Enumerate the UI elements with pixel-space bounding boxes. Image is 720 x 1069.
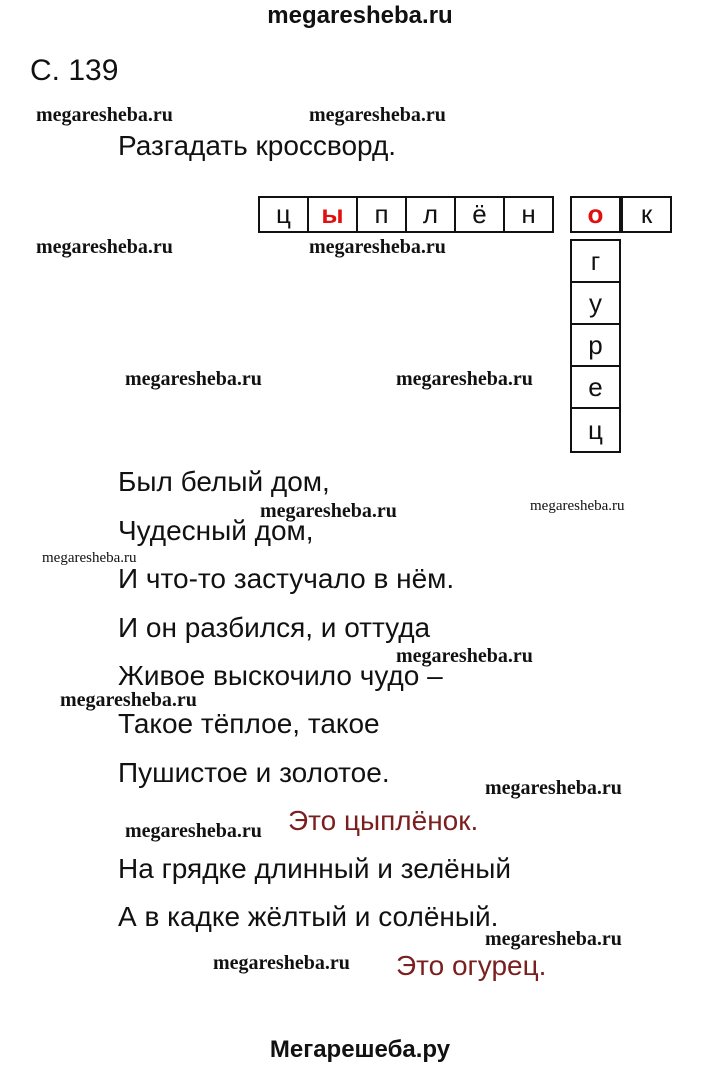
watermark: megaresheba.ru xyxy=(309,104,446,126)
watermark: megaresheba.ru xyxy=(125,820,262,842)
crossword-cell: л xyxy=(405,196,456,233)
watermark: megaresheba.ru xyxy=(309,236,446,258)
riddle-line: Такое тёплое, такое xyxy=(118,708,380,739)
watermark: megaresheba.ru xyxy=(36,104,173,126)
site-header: megaresheba.ru xyxy=(267,2,453,29)
crossword-cell: у xyxy=(570,281,621,325)
watermark: megaresheba.ru xyxy=(213,952,350,974)
riddle-line: А в кадке жёлтый и солёный. xyxy=(118,901,499,932)
site-footer: Мегарешеба.ру xyxy=(269,1036,451,1063)
crossword-cell: г xyxy=(570,239,621,283)
watermark: megaresheba.ru xyxy=(125,368,262,390)
answer-text: Это цыплёнок. xyxy=(288,805,479,836)
riddle-line: Пушистое и золотое. xyxy=(118,757,390,788)
crossword-cell: к xyxy=(621,196,672,233)
task-title: Разгадать кроссворд. xyxy=(118,130,397,161)
watermark: megaresheba.ru xyxy=(485,928,622,950)
watermark: megaresheba.ru xyxy=(485,777,622,799)
riddle-line: Живое выскочило чудо – xyxy=(118,660,443,691)
watermark: megaresheba.ru xyxy=(396,645,533,667)
riddle-line: И он разбился, и оттуда xyxy=(118,612,431,643)
crossword-cell: п xyxy=(356,196,407,233)
crossword-cell: р xyxy=(570,323,621,367)
answer-text: Это огурец. xyxy=(396,950,547,981)
crossword-cell: ц xyxy=(570,407,621,453)
crossword-cell: ц xyxy=(258,196,309,233)
crossword-cell: ё xyxy=(454,196,505,233)
watermark: megaresheba.ru xyxy=(42,550,137,566)
crossword-cell-highlight: о xyxy=(570,196,621,233)
watermark: megaresheba.ru xyxy=(260,500,397,522)
crossword-cell-highlight: ы xyxy=(307,196,358,233)
riddle-line: Был белый дом, xyxy=(118,466,330,497)
riddle-line: Чудесный дом, xyxy=(118,515,314,546)
page-number: С. 139 xyxy=(30,54,119,87)
watermark: megaresheba.ru xyxy=(60,689,197,711)
riddle-line: На грядке длинный и зелёный xyxy=(118,853,511,884)
riddle-line: И что-то застучало в нём. xyxy=(118,563,455,594)
crossword-cell: е xyxy=(570,365,621,409)
watermark: megaresheba.ru xyxy=(396,368,533,390)
watermark: megaresheba.ru xyxy=(36,236,173,258)
watermark: megaresheba.ru xyxy=(530,498,625,514)
crossword-cell: н xyxy=(503,196,554,233)
